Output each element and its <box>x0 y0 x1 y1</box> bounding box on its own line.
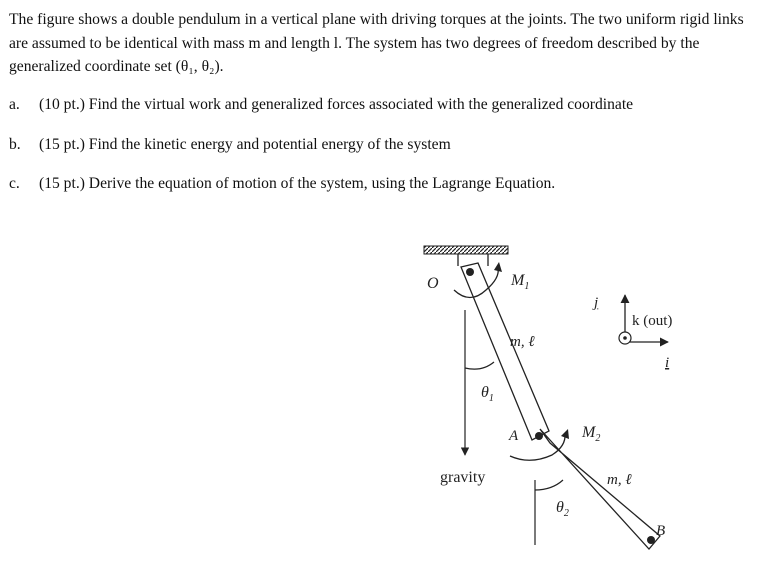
ceiling-support <box>424 246 508 254</box>
link-2 <box>540 429 660 549</box>
pivot-joint-O <box>466 268 474 276</box>
label-axis-k: k (out) <box>632 313 673 329</box>
link-1 <box>461 263 549 440</box>
question-label: c. <box>9 175 20 192</box>
label-theta1: $\theta_1$ <box>481 384 494 404</box>
label-M2: $M_2$ <box>582 424 601 444</box>
question-text: (15 pt.) Find the kinetic energy and potential energy of the system <box>39 136 451 153</box>
label-M1: $M_1$ <box>511 272 530 292</box>
label-gravity: gravity <box>440 469 486 486</box>
torque-1-arrowhead <box>494 262 502 272</box>
theta2-arc <box>535 480 563 490</box>
joint-A <box>535 432 543 440</box>
label-link2-mass-length: m, ℓ <box>607 472 632 488</box>
label-B: B <box>656 523 666 539</box>
theta1-arc <box>465 362 494 369</box>
axis-k-dot-icon <box>623 336 627 340</box>
question-text: (10 pt.) Find the virtual work and generalized forces associated with the generalized coordinate <box>39 96 634 113</box>
question-text: (15 pt.) Derive the equation of motion of the system, using the Lagrange Equation. <box>39 175 556 192</box>
question-label: b. <box>9 136 21 153</box>
problem-intro: The figure shows a double pendulum in a vertical plane with driving torques at the joints. The two uniform rigid links are assumed to be identical with mass m and length l. The system has two degrees of freedom described by the generalized coordinate set (θ₁, θ₂). <box>9 11 744 75</box>
label-theta2: $\theta_2$ <box>556 499 569 519</box>
label-axis-j: j <box>594 295 599 311</box>
question-label: a. <box>9 96 20 113</box>
tip-B <box>647 536 655 544</box>
label-link1-mass-length: m, ℓ <box>510 334 535 350</box>
torque-2-arrowhead <box>561 429 569 439</box>
label-axis-i: i <box>665 355 670 371</box>
label-A: A <box>509 428 519 444</box>
label-O: O <box>427 275 439 292</box>
